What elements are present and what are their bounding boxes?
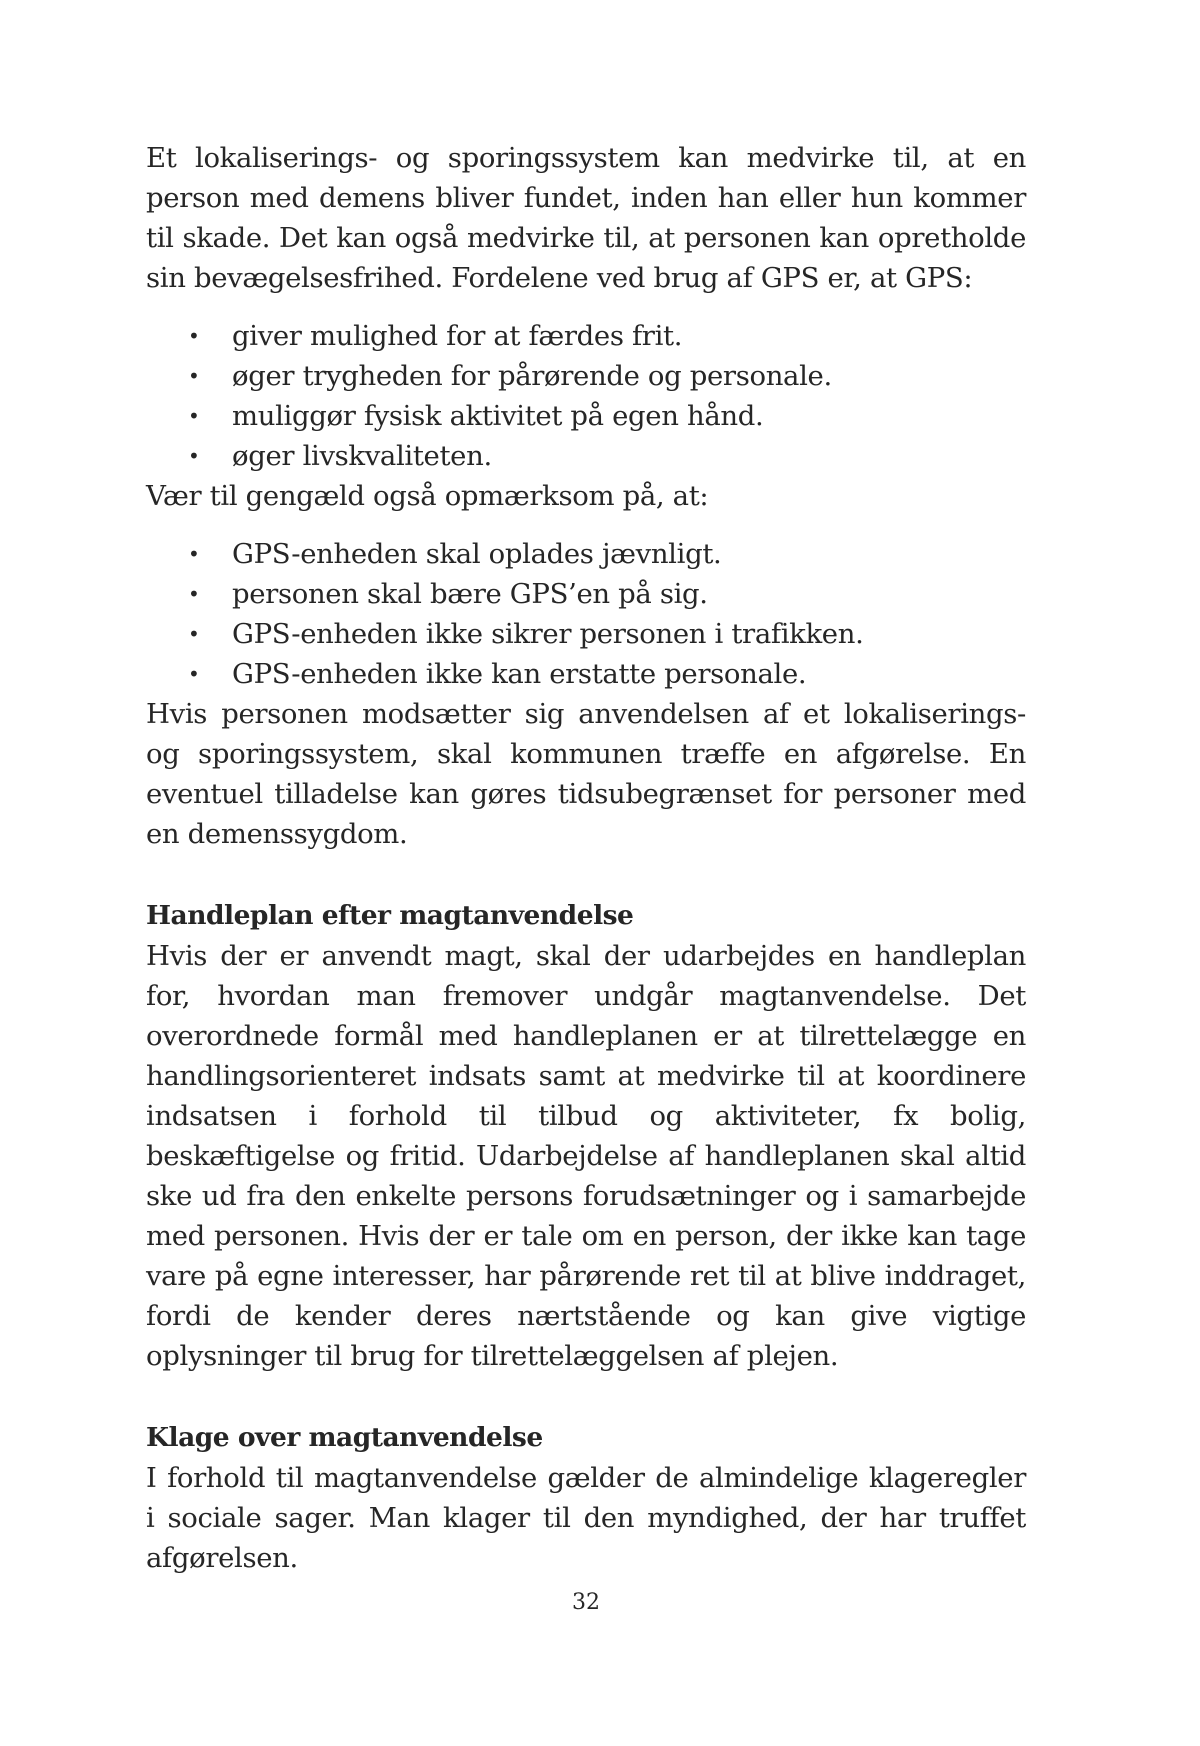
caution-intro: Vær til gengæld også opmærksom på, at: bbox=[146, 480, 709, 512]
bullet-icon: • bbox=[188, 582, 200, 606]
page-content bbox=[146, 138, 1026, 1578]
list-item: • personen skal bære GPS’en på sig. bbox=[146, 574, 1026, 614]
bullet-icon: • bbox=[188, 662, 200, 686]
bullet-icon: • bbox=[188, 364, 200, 388]
section-klage bbox=[146, 1418, 1026, 1578]
page-number: 32 bbox=[572, 1590, 600, 1615]
list-item: • GPS-enheden ikke sikrer personen i trafikken. bbox=[146, 614, 1026, 654]
list-item: • giver mulighed for at færdes frit. bbox=[146, 316, 1026, 356]
section-body: I forhold til magtanvendelse gælder de almindelige klageregler i sociale sager. Man klager til den myndighed, der har truffet afgørelsen. bbox=[146, 1462, 1026, 1574]
list-item: • øger livskvaliteten. bbox=[146, 436, 1026, 476]
bullet-icon: • bbox=[188, 404, 200, 428]
section-body: Hvis der er anvendt magt, skal der udarbejdes en handleplan for, hvordan man fremover undgår magtanvendelse. Det overordnede formål med handleplanen er at tilrettelægge en handlingsorienteret indsats samt at medvirke til at koordinere indsatsen i forhold til tilbud og aktiviteter, fx bolig, beskæftigelse og fritid. Udarbejdelse af handleplanen skal altid ske ud fra den enkelte persons forudsætninger og i samarbejde med personen. Hvis der er tale om en person, der ikke kan tage vare på egne interesser, har pårørende ret til at blive inddraget, fordi de kender deres nærtstående og kan give vigtige oplysninger til brug for tilrettelæggelsen af plejen. bbox=[146, 940, 1026, 1372]
list-item: • GPS-enheden skal oplades jævnligt. bbox=[146, 534, 1026, 574]
objection-paragraph: Hvis personen modsætter sig anvendelsen af et lokaliserings- og sporingssystem, skal kommunen træffe en afgørelse. En eventuel tilladelse kan gøres tidsubegrænset for personer med en demenssygdom. bbox=[146, 698, 1026, 850]
intro-paragraph: Et lokaliserings- og sporingssystem kan medvirke til, at en person med demens bliver fundet, inden han eller hun kommer til skade. Det kan også medvirke til, at personen kan opretholde sin bevægelsesfrihed. Fordelene ved brug af GPS er, at GPS: bbox=[146, 142, 1026, 294]
section-handleplan bbox=[146, 896, 1026, 1376]
bullet-icon: • bbox=[188, 542, 200, 566]
list-item: • øger trygheden for pårørende og personale. bbox=[146, 356, 1026, 396]
bullet-icon: • bbox=[188, 622, 200, 646]
section-heading: Klage over magtanvendelse bbox=[146, 1422, 543, 1453]
list-item: • GPS-enheden ikke kan erstatte personale. bbox=[146, 654, 1026, 694]
section-heading: Handleplan efter magtanvendelse bbox=[146, 900, 634, 931]
list-item: • muliggør fysisk aktivitet på egen hånd. bbox=[146, 396, 1026, 436]
bullet-icon: • bbox=[188, 324, 200, 348]
cautions-list bbox=[146, 534, 1026, 694]
bullet-icon: • bbox=[188, 444, 200, 468]
advantages-list bbox=[146, 316, 1026, 476]
